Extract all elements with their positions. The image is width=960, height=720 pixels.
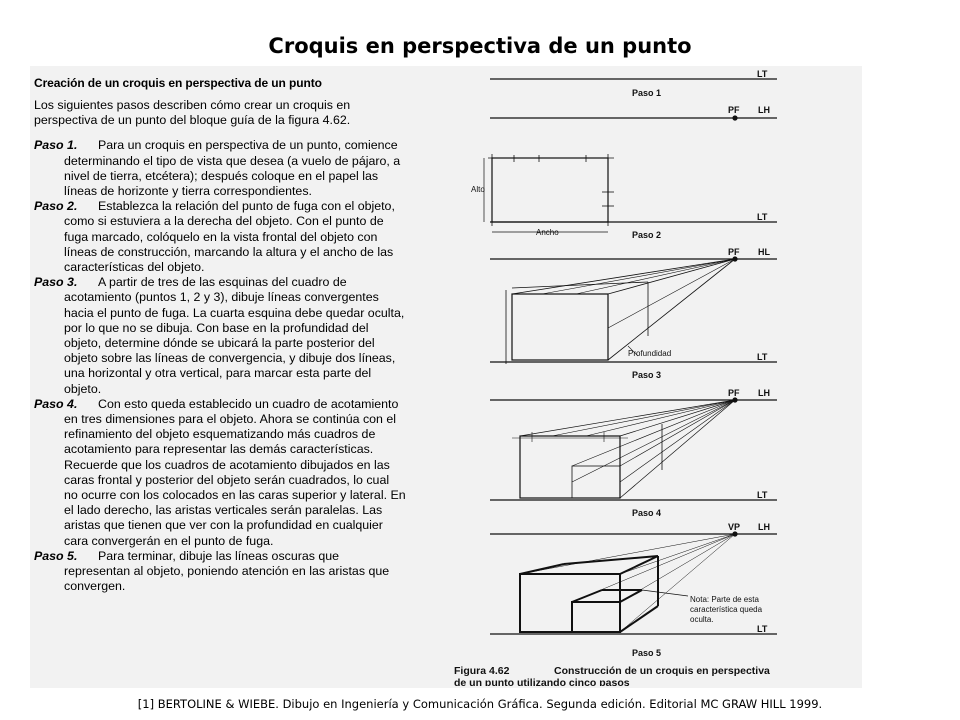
step-caption: Paso 5	[632, 648, 662, 658]
step-label: Paso 5.	[34, 548, 78, 563]
step-label: Paso 3.	[34, 275, 78, 290]
citation: [1] BERTOLINE & WIEBE. Dibujo en Ingeniería y Comunicación Gráfica. Segunda edición. Editorial MC GRAW HILL 1999.	[137, 697, 823, 711]
step-caption: Paso 4	[632, 508, 662, 518]
step-label: Paso 4.	[34, 396, 78, 411]
note-line: Nota: Parte de esta	[690, 595, 759, 604]
figure-4-62	[452, 66, 862, 686]
step-label: Paso 2.	[34, 199, 78, 214]
figure-caption-label: Figura 4.62	[454, 665, 510, 677]
step-label: Paso 1.	[34, 138, 78, 153]
label-lt: LT	[757, 624, 768, 634]
label-lh: LH	[758, 388, 770, 398]
step-text: Para un croquis en perspectiva de un punto, comience determinando el tipo de vista que desea (a vuelo de pájaro, a nivel de tierra, etcétera); después coloque en el papel las líneas de horizonte y tierra correspondientes.	[64, 138, 401, 199]
step-2	[34, 199, 406, 275]
step-caption: Paso 3	[632, 370, 662, 380]
step-4	[34, 397, 406, 549]
step-1	[34, 138, 406, 199]
label-lt: LT	[757, 212, 768, 222]
label-lh: LH	[758, 522, 770, 532]
text-column	[34, 76, 406, 595]
label-lt: LT	[757, 69, 768, 79]
step-5	[34, 549, 406, 595]
label-alto: Alto	[471, 185, 485, 194]
step-text: A partir de tres de las esquinas del cuadro de acotamiento (puntos 1, 2 y 3), dibuje líneas convergentes hacia el punto de fuga. La cuarta esquina debe quedar oculta, por lo que no se dibuja. Con base en la profundidad del objeto, determine dónde se ubicará la parte posterior del objeto sobre las líneas de convergencia, y dibuje dos líneas, una horizontal y otra vertical, para marcar esta parte del objeto.	[64, 275, 405, 396]
label-vp: VP	[728, 522, 741, 532]
step-caption: Paso 2	[632, 230, 662, 240]
step-text: Para terminar, dibuje las líneas oscuras que representan al objeto, poniendo atención en las aristas que convergen.	[64, 548, 390, 594]
step-3	[34, 275, 406, 397]
label-hl: HL	[758, 247, 770, 257]
intro-paragraph: Los siguientes pasos describen cómo crear un croquis en perspectiva de un punto del bloque guía de la figura 4.62.	[34, 98, 351, 128]
label-pf: PF	[728, 105, 740, 115]
figure-caption-line-1: Construcción de un croquis en perspectiva	[554, 665, 770, 677]
label-pf: PF	[728, 247, 740, 257]
label-ancho: Ancho	[536, 228, 559, 237]
step-text: Con esto queda establecido un cuadro de acotamiento en tres dimensiones para el objeto. Ahora se continúa con el refinamiento del objeto esquematizando más cuadros de acotamiento para representar las demás características. Recuerde que los cuadros de acotamiento dibujados en las caras frontal y posterior del objeto serán cuadrados, lo cual no ocurre con los colocados en las caras superior y lateral. En el lado derecho, las aristas verticales serán paralelas. Las aristas que tienen que ver con la profundidad en cualquier cara convergerán en el punto de fuga.	[64, 396, 406, 548]
step-caption: Paso 1	[632, 88, 662, 98]
perspective-sketch-figure	[452, 66, 862, 686]
figure-caption-line-2: de un punto utilizando cinco pasos	[454, 677, 630, 686]
slide-title: Croquis en perspectiva de un punto	[268, 34, 692, 58]
label-lt: LT	[757, 490, 768, 500]
label-lh: LH	[758, 105, 770, 115]
step-text: Establezca la relación del punto de fuga con el objeto, como si estuviera a la derecha del objeto. Con el punto de fuga marcado, colóquelo en la vista frontal del objeto con líneas de construcción, marcando la altura y el ancho de las características del objeto.	[64, 199, 395, 275]
section-heading: Creación de un croquis en perspectiva de un punto	[34, 76, 322, 90]
note-line: característica queda	[690, 605, 763, 614]
note-line: oculta.	[690, 615, 714, 624]
label-pf: PF	[728, 388, 740, 398]
label-profundidad: Profundidad	[628, 349, 672, 358]
label-lt: LT	[757, 352, 768, 362]
